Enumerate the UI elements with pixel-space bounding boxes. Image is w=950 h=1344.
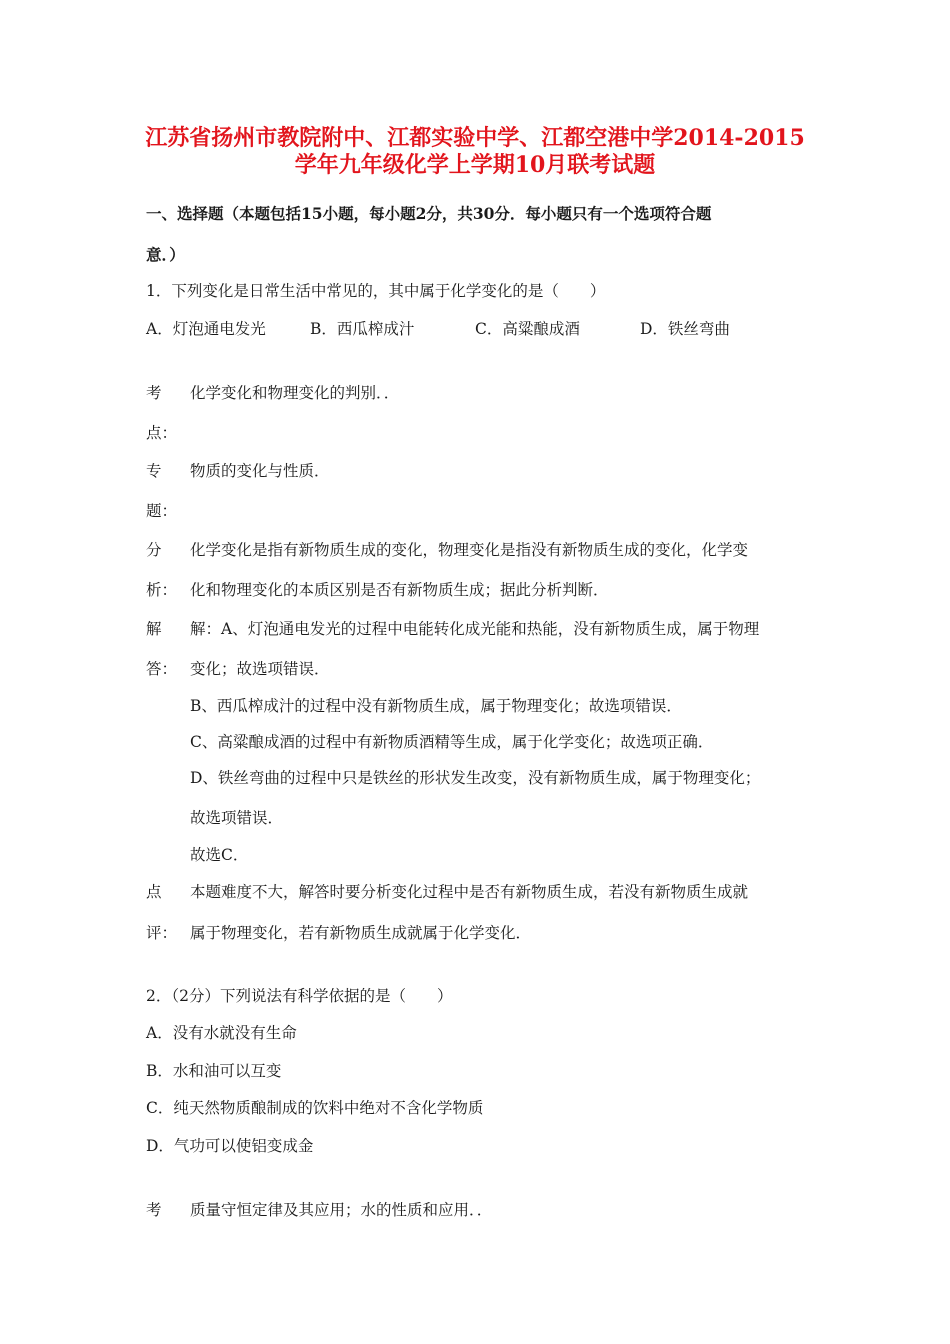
question-1-option-d: D．铁丝弯曲	[640, 320, 730, 338]
q1-jieda-line-2: 变化；故选项错误．	[190, 660, 330, 678]
q1-jieda-line-1: 解：A、灯泡通电发光的过程中电能转化成光能和热能，没有新物质生成，属于物理	[190, 620, 760, 638]
q1-dianping-label-2: 评：	[146, 924, 178, 942]
q1-zhuanti-label-1: 专	[146, 462, 162, 480]
q1-jieda-line-5: D、铁丝弯曲的过程中只是铁丝的形状发生改变，没有新物质生成，属于物理变化；	[190, 769, 761, 787]
q1-jieda-line-6: 故选项错误．	[190, 809, 284, 827]
q1-jieda-line-7: 故选C．	[190, 846, 249, 864]
question-2-option-d: D．气功可以使铝变成金	[146, 1137, 314, 1155]
section-heading-line-2: 意．）	[146, 245, 185, 264]
document-title-line-1: 江苏省扬州市教院附中、江都实验中学、江都空港中学2014-2015	[145, 125, 805, 151]
q1-zhuanti-text: 物质的变化与性质．	[190, 462, 330, 480]
question-1-option-b: B．西瓜榨成汁	[310, 320, 415, 338]
q1-dianping-line-1: 本题难度不大，解答时要分析变化过程中是否有新物质生成，若没有新物质生成就	[190, 883, 749, 901]
q2-kaodian-text: 质量守恒定律及其应用；水的性质和应用．．	[190, 1201, 493, 1219]
q2-kaodian-label: 考	[146, 1201, 162, 1219]
question-2-option-b: B．水和油可以互变	[146, 1062, 282, 1080]
q1-fenxi-line-1: 化学变化是指有新物质生成的变化，物理变化是指没有新物质生成的变化，化学变	[190, 541, 749, 559]
q1-kaodian-text: 化学变化和物理变化的判别．．	[190, 384, 400, 402]
question-1-stem: 1．下列变化是日常生活中常见的，其中属于化学变化的是（ ）	[146, 282, 606, 300]
q1-jieda-line-4: C、高粱酿成酒的过程中有新物质酒精等生成，属于化学变化；故选项正确．	[190, 733, 714, 751]
section-heading-line-1: 一、选择题（本题包括15小题，每小题2分，共30分．每小题只有一个选项符合题	[146, 204, 712, 223]
question-1-option-a: A．灯泡通电发光	[146, 320, 266, 338]
q1-zhuanti-label-2: 题：	[146, 502, 178, 520]
q1-fenxi-label-1: 分	[146, 541, 162, 559]
question-2-stem: 2．（2分）下列说法有科学依据的是（ ）	[146, 987, 453, 1005]
q1-dianping-line-2: 属于物理变化，若有新物质生成就属于化学变化．	[190, 924, 532, 942]
q1-kaodian-label-2: 点：	[146, 424, 178, 442]
q1-fenxi-line-2: 化和物理变化的本质区别是否有新物质生成；据此分析判断．	[190, 581, 609, 599]
q1-jieda-line-3: B、西瓜榨成汁的过程中没有新物质生成，属于物理变化；故选项错误．	[190, 697, 682, 715]
question-1-option-c: C．高粱酿成酒	[475, 320, 580, 338]
q1-kaodian-label-1: 考	[146, 384, 162, 402]
question-2-option-c: C．纯天然物质酿制成的饮料中绝对不含化学物质	[146, 1099, 484, 1117]
document-title-line-2: 学年九年级化学上学期10月联考试题	[294, 152, 656, 178]
q1-fenxi-label-2: 析：	[146, 581, 178, 599]
q1-jieda-label-2: 答：	[146, 660, 178, 678]
q1-jieda-label-1: 解	[146, 620, 162, 638]
question-2-option-a: A．没有水就没有生命	[146, 1024, 297, 1042]
q1-dianping-label-1: 点	[146, 883, 162, 901]
